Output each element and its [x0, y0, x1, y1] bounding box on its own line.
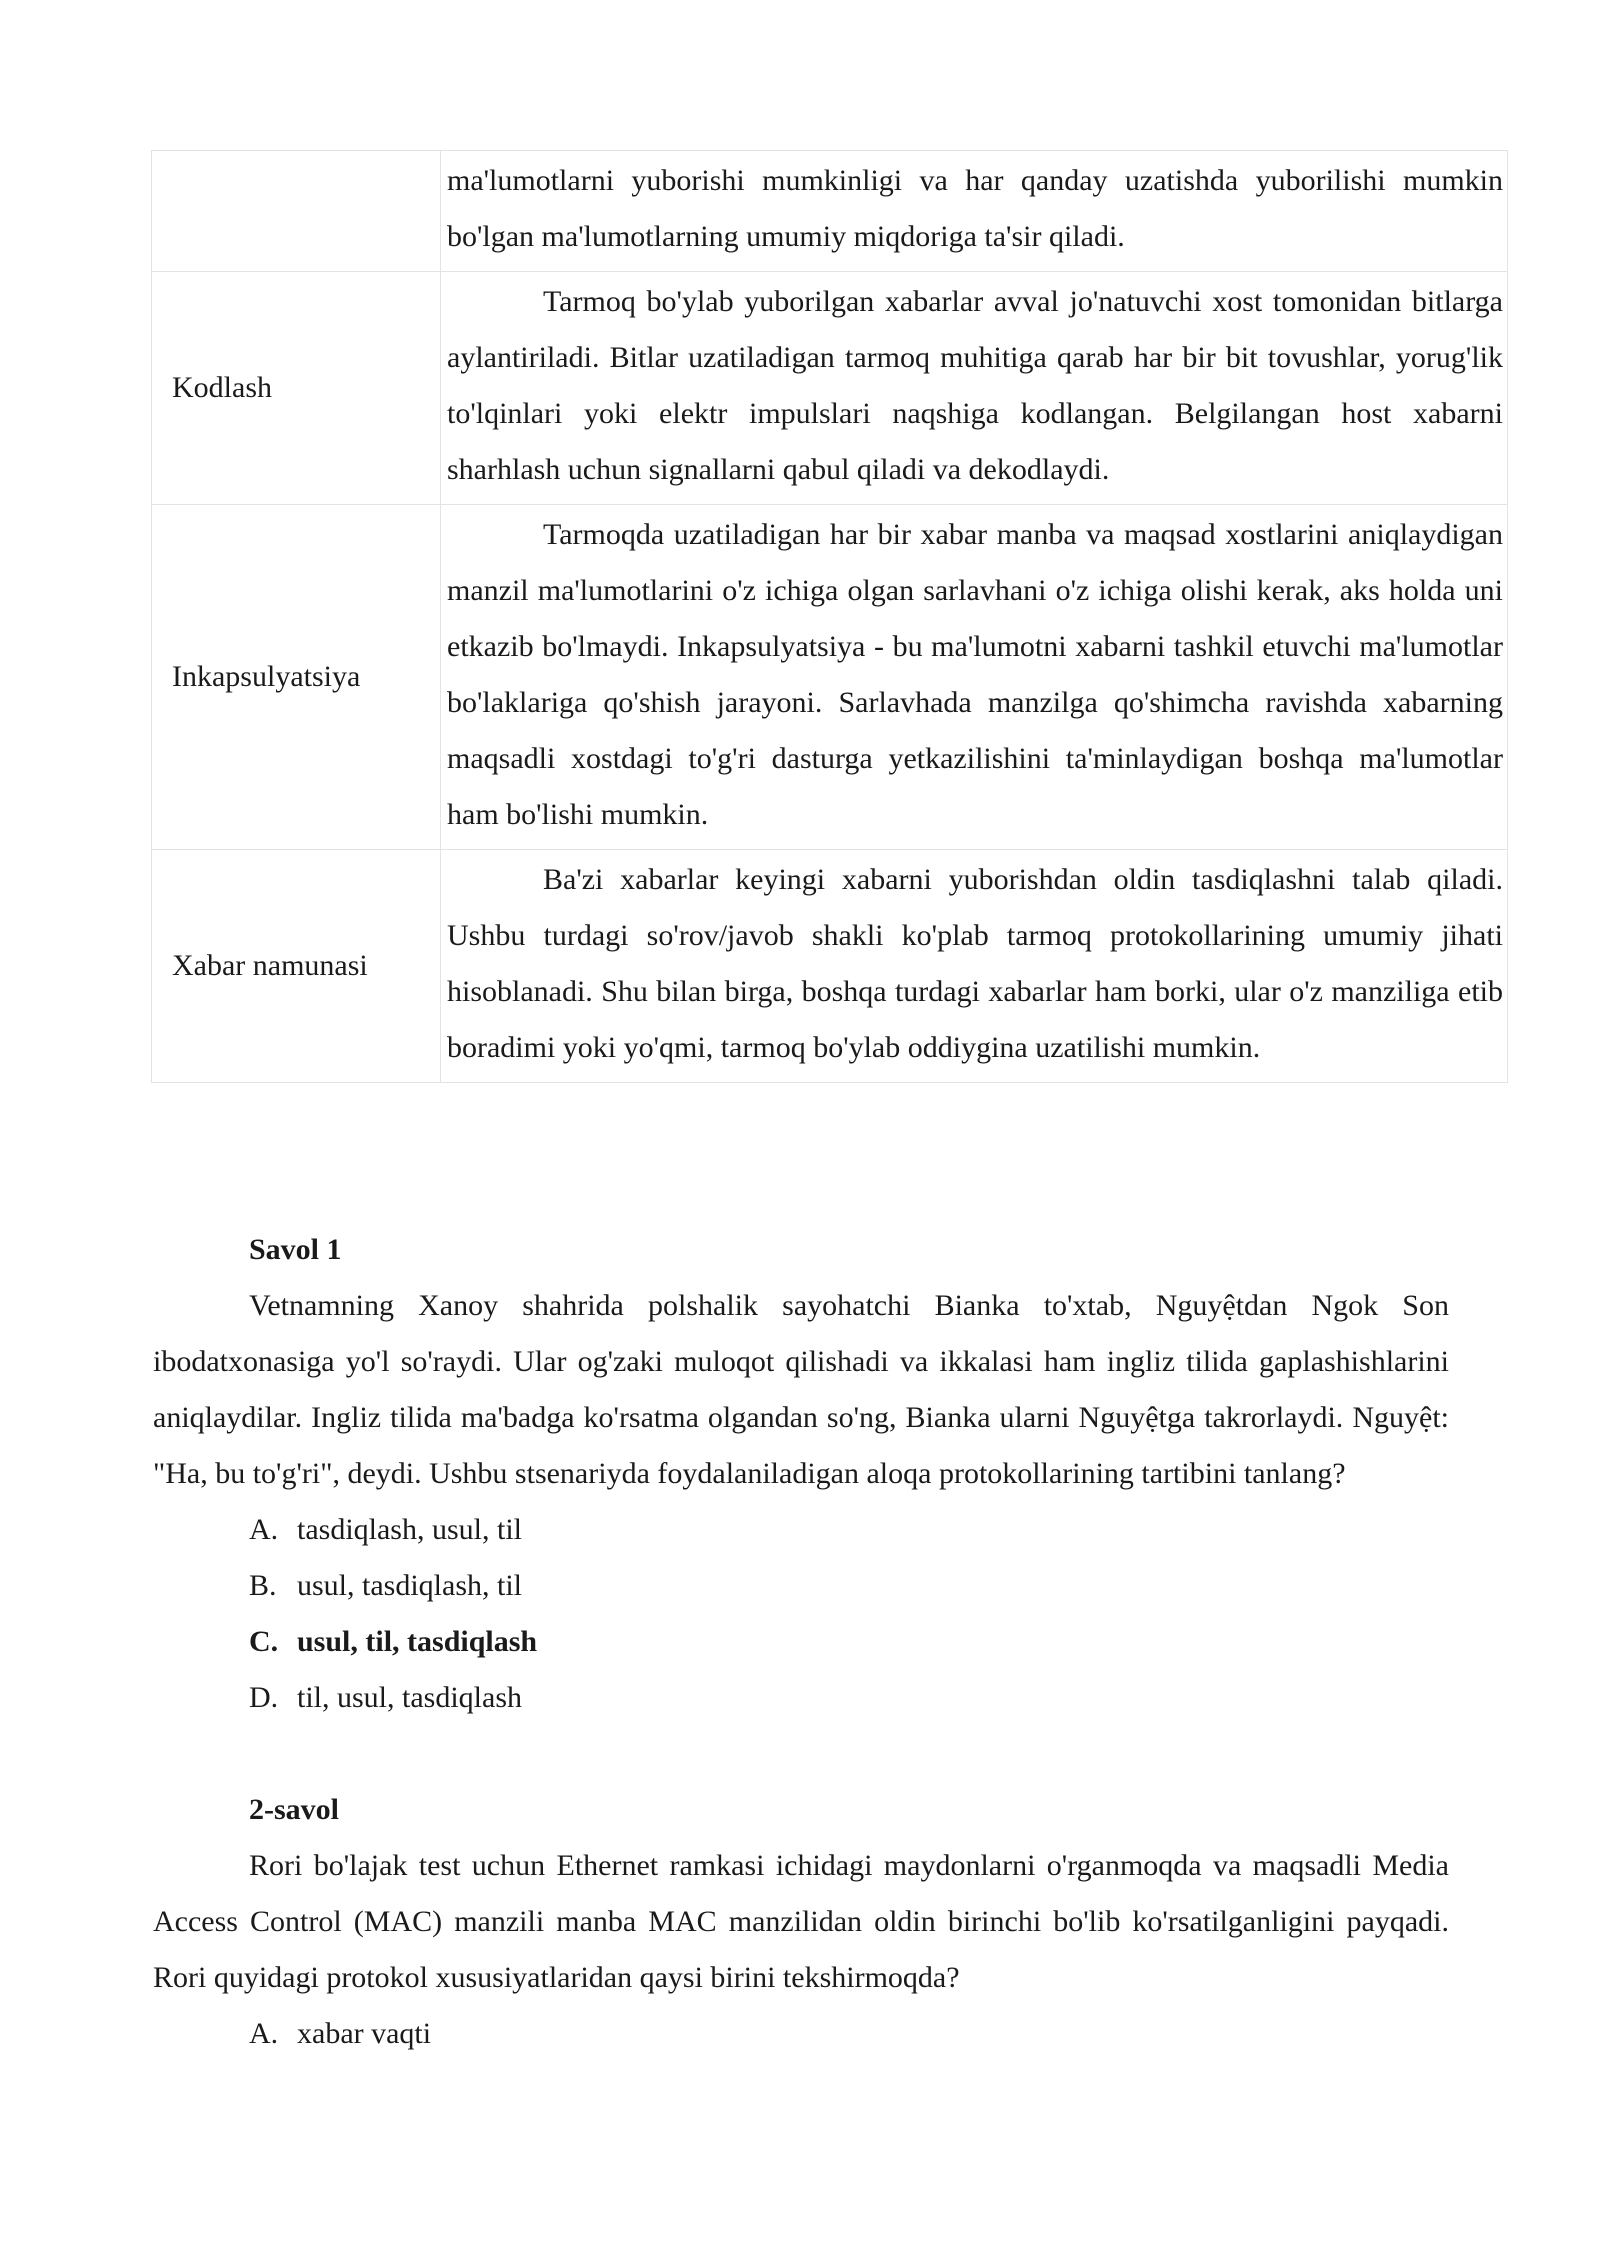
term-cell	[152, 151, 441, 272]
option-text: usul, til, tasdiqlash	[297, 1625, 538, 1658]
option-letter: C.	[249, 1625, 279, 1658]
answer-option-d[interactable]	[249, 1670, 1449, 1726]
description-text: ma'lumotlarni yuborishi mumkinligi va har qanday uzatishda yuborilishi mumkin bo'lgan ma'lumotlarning umumiy miqdoriga ta'sir qiladi.	[447, 164, 1503, 253]
option-text: xabar vaqti	[297, 2017, 432, 2050]
answer-option-a[interactable]	[249, 2006, 1449, 2062]
option-letter: A.	[249, 1513, 279, 1546]
table-row	[152, 850, 1508, 1083]
answer-option-b[interactable]	[249, 1558, 1449, 1614]
term-cell: Xabar namunasi	[152, 850, 441, 1083]
table-row	[152, 151, 1508, 272]
question-title: 2-savol	[249, 1793, 339, 1826]
question-text: Vetnamning Xanoy shahrida polshalik sayohatchi Bianka to'xtab, Nguyệtdan Ngok Son ibodatxonasiga yo'l so'raydi. Ular og'zaki muloqot qilishadi va ikkalasi ham ingliz tilida gaplashishlarini aniqlaydilar. Ingliz tilida ma'badga ko'rsatma olgandan so'ng, Bianka ularni Nguyệtga takrorlaydi. Nguyệt: "Ha, bu to'g'ri", deydi. Ushbu stsenariyda foydalaniladigan aloqa protokollarining tartibini tanlang?	[153, 1289, 1449, 1490]
description-cell	[441, 505, 1508, 850]
option-text: tasdiqlash, usul, til	[297, 1513, 522, 1546]
description-cell	[441, 151, 1508, 272]
answer-option-a[interactable]	[249, 1502, 1449, 1558]
description-text: Tarmoq bo'ylab yuborilgan xabarlar avval jo'natuvchi xost tomonidan bitlarga aylantiriladi. Bitlar uzatiladigan tarmoq muhitiga qarab har bir bit tovushlar, yorug'lik to'lqinlari yoki elektr impulslari naqshiga kodlangan. Belgilangan host xabarni sharhlash uchun signallarni qabul qiladi va dekodlaydi.	[447, 285, 1503, 486]
option-letter: D.	[249, 1681, 279, 1714]
question-text: Rori bo'lajak test uchun Ethernet ramkasi ichidagi maydonlarni o'rganmoqda va maqsadli Media Access Control (MAC) manzili manba MAC manzilidan oldin birinchi bo'lib ko'rsatilganligini payqadi. Rori quyidagi protokol xususiyatlaridan qaysi birini tekshirmoqda?	[153, 1849, 1449, 1994]
option-letter: A.	[249, 2017, 279, 2050]
answer-options	[153, 1502, 1449, 1726]
answer-option-c[interactable]	[249, 1614, 1449, 1670]
spacer	[153, 1726, 1449, 1782]
question-2	[153, 1782, 1449, 2062]
description-text: Ba'zi xabarlar keyingi xabarni yuborishdan oldin tasdiqlashni talab qiladi. Ushbu turdagi so'rov/javob shakli ko'plab tarmoq protokollarining umumiy jihati hisoblanadi. Shu bilan birga, boshqa turdagi xabarlar ham borki, ular o'z manziliga etib boradimi yoki yo'qmi, tarmoq bo'ylab oddiygina uzatilishi mumkin.	[447, 863, 1503, 1064]
table-row	[152, 272, 1508, 505]
option-text: til, usul, tasdiqlash	[297, 1681, 522, 1714]
protocol-definitions-table	[151, 150, 1508, 1083]
description-text: Tarmoqda uzatiladigan har bir xabar manba va maqsad xostlarini aniqlaydigan manzil ma'lumotlarini o'z ichiga olgan sarlavhani o'z ichiga olishi kerak, aks holda uni etkazib bo'lmaydi. Inkapsulyatsiya - bu ma'lumotni xabarni tashkil etuvchi ma'lumotlar bo'laklariga qo'shish jarayoni. Sarlavhada manzilga qo'shimcha ravishda xabarning maqsadli xostdagi to'g'ri dasturga yetkazilishini ta'minlaydigan boshqa ma'lumotlar ham bo'lishi mumkin.	[447, 518, 1503, 831]
description-cell	[441, 272, 1508, 505]
questions-section	[153, 1222, 1449, 2062]
option-letter: B.	[249, 1569, 277, 1602]
term-cell: Inkapsulyatsiya	[152, 505, 441, 850]
table-row	[152, 505, 1508, 850]
question-title: Savol 1	[249, 1233, 342, 1266]
question-1	[153, 1222, 1449, 1726]
answer-options	[153, 2006, 1449, 2062]
option-text: usul, tasdiqlash, til	[297, 1569, 522, 1602]
description-cell	[441, 850, 1508, 1083]
term-cell: Kodlash	[152, 272, 441, 505]
